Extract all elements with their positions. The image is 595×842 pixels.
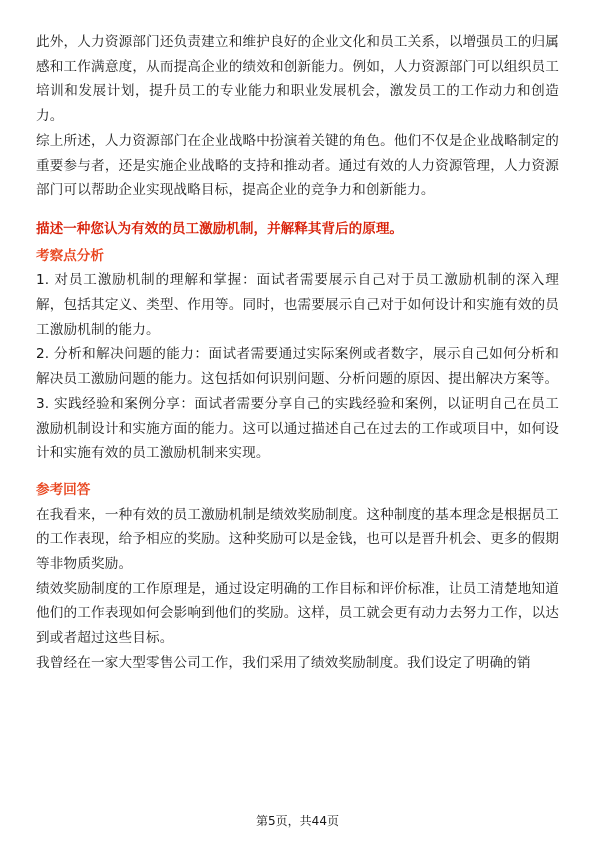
document-body bbox=[36, 30, 559, 676]
answer-paragraph: 在我看来，一种有效的员工激励机制是绩效奖励制度。这种制度的基本理念是根据员工的工作表现，给予相应的奖励。这种奖励可以是金钱，也可以是晋升机会、更多的假期等非物质奖励。 bbox=[36, 506, 559, 573]
answer-paragraph: 我曾经在一家大型零售公司工作，我们采用了绩效奖励制度。我们设定了明确的销 bbox=[36, 654, 531, 671]
page-footer: 第5页，共44页 bbox=[256, 814, 339, 828]
question-heading: 描述一种您认为有效的员工激励机制，并解释其背后的原理。 bbox=[36, 220, 404, 237]
answer-paragraph: 绩效奖励制度的工作原理是，通过设定明确的工作目标和评价标准，让员工清楚地知道他们的工作表现如何会影响到他们的奖励。这样，员工就会更有动力去努力工作，以达到或者超过这些目标。 bbox=[36, 580, 559, 647]
analysis-item: 3. 实践经验和案例分享：面试者需要分享自己的实践经验和案例，以证明自己在员工激励机制设计和实施方面的能力。这可以通过描述自己在过去的工作或项目中，如何设计和实施有效的员工激励机制来实现。 bbox=[36, 395, 559, 462]
body-paragraph: 综上所述，人力资源部门在企业战略中扮演着关键的角色。他们不仅是企业战略制定的重要参与者，还是实施企业战略的支持和推动者。通过有效的人力资源管理，人力资源部门可以帮助企业实现战略目标，提高企业的竞争力和创新能力。 bbox=[36, 132, 559, 199]
answer-title: 参考回答 bbox=[36, 481, 91, 498]
analysis-item: 2. 分析和解决问题的能力：面试者需要通过实际案例或者数字，展示自己如何分析和解决员工激励问题的能力。这包括如何识别问题、分析问题的原因、提出解决方案等。 bbox=[36, 346, 559, 388]
analysis-title: 考察点分析 bbox=[36, 247, 104, 264]
body-paragraph: 此外，人力资源部门还负责建立和维护良好的企业文化和员工关系，以增强员工的归属感和工作满意度，从而提高企业的绩效和创新能力。例如，人力资源部门可以组织员工培训和发展计划，提升员工的专业能力和职业发展机会，激发员工的工作动力和创造力。 bbox=[36, 34, 559, 125]
analysis-item: 1. 对员工激励机制的理解和掌握：面试者需要展示自己对于员工激励机制的深入理解，包括其定义、类型、作用等。同时，也需要展示自己对于如何设计和实施有效的员工激励机制的能力。 bbox=[36, 272, 559, 338]
